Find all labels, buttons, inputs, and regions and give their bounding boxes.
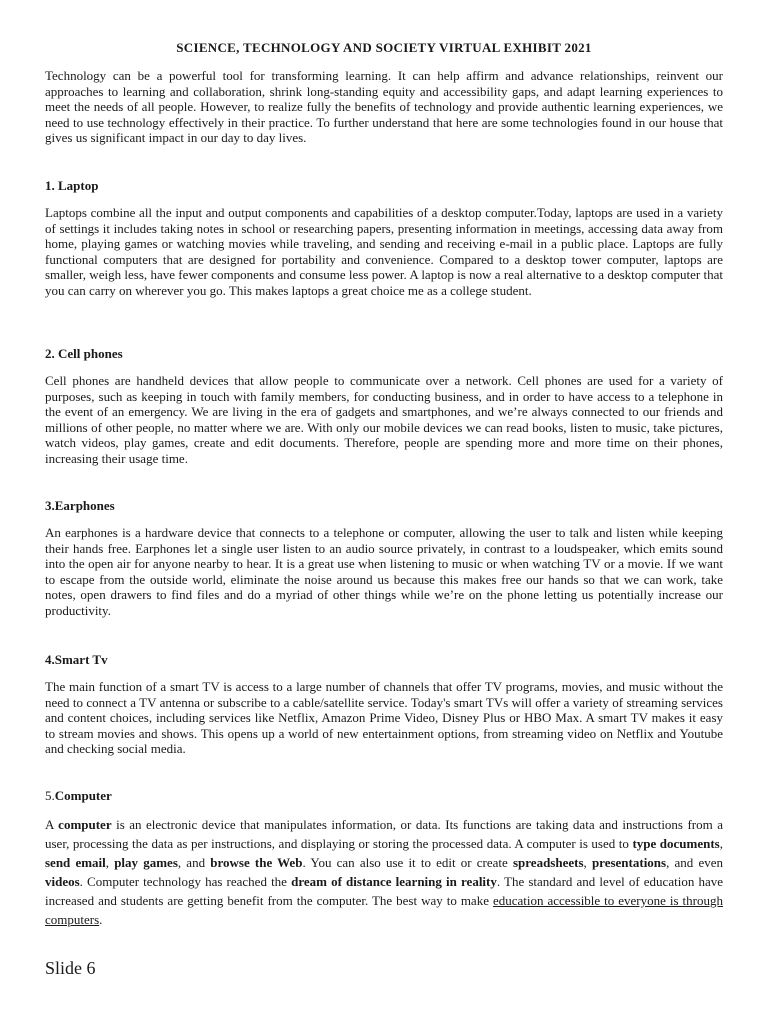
- intro-paragraph: Technology can be a powerful tool for transforming learning. It can help affirm and advance relationships, reinvent our approaches to learning and collaboration, shrink long-standing equity and accessibility gaps, and adapt learning experiences to meet the needs of all people. However, to realize fully the benefits of technology and provide authentic learning experiences, we need to use technology effectively in their practice. To further understand that here are some technologies found in our house that gives us significant impact in our day to day lives.: [45, 68, 723, 145]
- section-title: Computer: [54, 788, 112, 803]
- bold-term: videos: [45, 874, 80, 889]
- bold-term: send email: [45, 855, 106, 870]
- section-heading-smart-tv: 4.Smart Tv: [45, 652, 108, 667]
- bold-term: play games: [114, 855, 178, 870]
- bold-term: browse the Web: [210, 855, 303, 870]
- section-body-earphones: An earphones is a hardware device that connects to a telephone or computer, allowing the user to talk and listen while keeping their hands free. Earphones let a single user listen to an audio source privately, in contrast to a loudspeaker, which emits sound into the open air for anyone nearby to hear. It is a great use when listening to music or when watching TV or a movie. If we want to escape from the outside world, eliminate the noise around us because this makes free our hands so that we can work, take notes, open drawers to find files and do a myriad of other things while we’re on the phone letting us potentially increase our productivity.: [45, 525, 723, 618]
- section-body-smart-tv: The main function of a smart TV is access to a large number of channels that offer TV programs, movies, and music without the need to connect a TV antenna or subscribe to a cable/satellite service. Today's smart TVs will offer a variety of streaming services and content choices, including services like Netflix, Amazon Prime Video, Disney Plus or HBO Max. A smart TV makes it easy to stream movies and shows. This opens up a world of new entertainment options, from streaming video on Netflix and Youtube and checking social media.: [45, 679, 723, 756]
- text-run: , and: [177, 855, 211, 870]
- section-body-computer: [45, 815, 723, 929]
- slide-number: Slide 6: [45, 958, 96, 978]
- text-run: , and even: [666, 855, 723, 870]
- page-title: SCIENCE, TECHNOLOGY AND SOCIETY VIRTUAL EXHIBIT 2021: [176, 40, 592, 55]
- text-run: .: [99, 912, 103, 927]
- bold-term: presentations: [591, 855, 667, 870]
- section-heading-computer: [45, 788, 112, 804]
- text-run: ,: [719, 836, 723, 851]
- section-heading-laptop: 1. Laptop: [45, 178, 99, 193]
- bold-term: type documents: [632, 836, 720, 851]
- section-number: 5.: [45, 788, 55, 803]
- section-body-laptop: Laptops combine all the input and output components and capabilities of a desktop computer.Today, laptops are used in a variety of settings it includes taking notes in school or researching papers, presenting information in meetings, accessing data away from home, playing games or watching movies while traveling, and sending and receiving e-mail in a public place. Laptops are fully functional computers that are designed for portability and convenience. Compared to a desktop tower computer, laptops are smaller, weigh less, have fewer components and consume less power. A laptop is now a real alternative to a desktop computer that you can carry on wherever you go. This makes laptops a great choice me as a college student.: [45, 205, 723, 298]
- text-run: . You can also use it to edit or create: [302, 855, 513, 870]
- underlined-phrase: education accessible to everyone is through computers: [45, 893, 723, 927]
- section-heading-cell-phones: 2. Cell phones: [45, 346, 123, 361]
- text-run: . Computer technology has reached the: [79, 874, 292, 889]
- text-run: . The standard and level of education have increased and students are getting benefit from the computer. The best way to make: [45, 874, 723, 908]
- text-run: ,: [583, 855, 592, 870]
- section-body-cell-phones: Cell phones are handheld devices that allow people to communicate over a network. Cell phones are used for a variety of purposes, such as keeping in touch with family members, for conducting business, and in order to have access to a telephone in the event of an emergency. We are living in the era of gadgets and smartphones, and we’re always connected to our friends and millions of other people, no matter where we are. With only our mobile devices we can read books, listen to music, take pictures, watch videos, play games, create and edit documents. Therefore, people are spending more and more time on their phones, increasing their usage time.: [45, 373, 723, 466]
- text-run: ,: [105, 855, 115, 870]
- section-heading-earphones: 3.Earphones: [45, 498, 115, 513]
- bold-term: computer: [58, 817, 112, 832]
- text-run: is an electronic device that manipulates information, or data. Its functions are taking data and instructions from a user, processing the data as per instructions, and displaying or storing the processed data. A computer is used to: [45, 817, 724, 851]
- bold-term: spreadsheets: [512, 855, 584, 870]
- bold-term: dream of distance learning in reality: [291, 874, 497, 889]
- text-run: A: [45, 817, 59, 832]
